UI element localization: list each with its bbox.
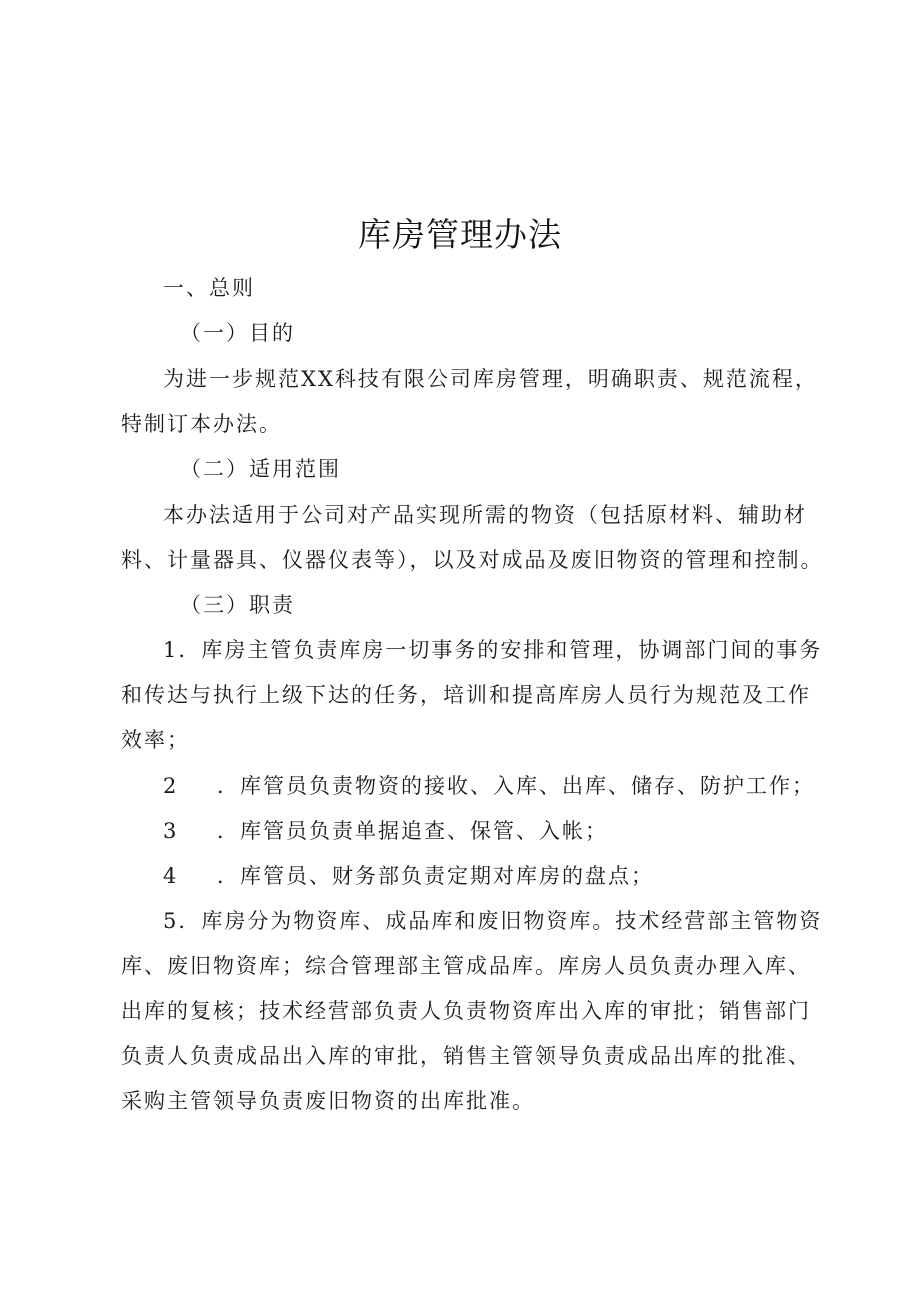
duty-5-line-4: 负责人负责成品出入库的审批，销售主管领导负责成品出库的批准、 <box>121 1044 811 1068</box>
subsection-heading-purpose: （一）目的 <box>180 321 295 345</box>
duty-2-item <box>163 771 815 801</box>
duty-1-line-3: 效率； <box>121 728 190 752</box>
duty-3-item <box>163 816 608 846</box>
duty-2-number: 2 <box>163 774 179 798</box>
subsection-heading-scope: （二）适用范围 <box>180 457 341 481</box>
duty-4-item <box>163 861 654 891</box>
duty-1-line-1: 1．库房主管负责库房一切事务的安排和管理，协调部门间的事务 <box>163 638 823 662</box>
duty-5-line-3: 出库的复核；技术经营部负责人负责物资库出入库的审批；销售部门 <box>121 999 811 1023</box>
duty-4-text: ．库管员、财务部负责定期对库房的盘点； <box>217 864 654 888</box>
duty-5-line-2: 库、废旧物资库；综合管理部主管成品库。库房人员负责办理入库、 <box>121 954 811 978</box>
purpose-paragraph-line-1: 为进一步规范XX科技有限公司库房管理，明确职责、规范流程， <box>163 367 818 391</box>
duty-3-number: 3 <box>163 819 179 843</box>
page-title: 库房管理办法 <box>358 215 562 254</box>
duty-4-number: 4 <box>163 864 179 888</box>
duty-1-line-2: 和传达与执行上级下达的任务，培训和提高库房人员行为规范及工作 <box>121 683 811 707</box>
scope-paragraph-line-2: 料、计量器具、仪器仪表等），以及对成品及废旧物资的管理和控制。 <box>121 548 824 572</box>
scope-paragraph-line-1: 本办法适用于公司对产品实现所需的物资（包括原材料、辅助材 <box>163 503 807 527</box>
purpose-paragraph-line-2: 特制订本办法。 <box>121 412 282 436</box>
section-heading-general: 一、总则 <box>163 276 255 300</box>
duty-2-text: ．库管员负责物资的接收、入库、出库、储存、防护工作； <box>217 774 815 798</box>
duty-5-line-1: 5．库房分为物资库、成品库和废旧物资库。技术经营部主管物资 <box>163 909 823 933</box>
duty-3-text: ．库管员负责单据追查、保管、入帐； <box>217 819 608 843</box>
subsection-heading-duties: （三）职责 <box>180 593 295 617</box>
duty-5-line-5: 采购主管领导负责废旧物资的出库批准。 <box>121 1089 535 1113</box>
